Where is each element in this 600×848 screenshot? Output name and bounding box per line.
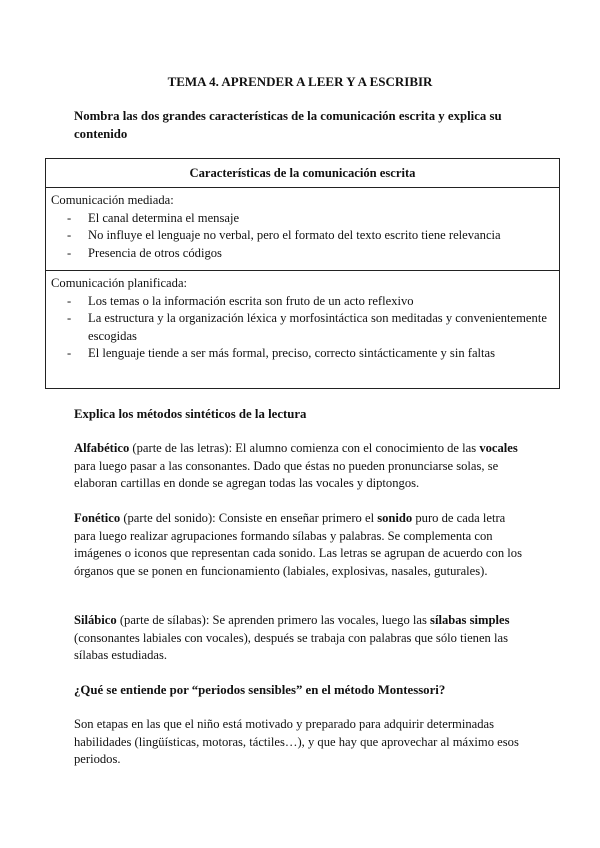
document-title: TEMA 4. APRENDER A LEER Y A ESCRIBIR — [167, 74, 433, 89]
text-segment: (parte de sílabas): Se aprenden primero las vocales, luego las — [116, 613, 431, 627]
bold-segment: sonido — [377, 511, 413, 525]
list-item: - El canal determina el mensaje — [51, 210, 553, 228]
bold-segment: vocales — [479, 441, 518, 455]
text-segment: (consonantes labiales con vocales), después se trabaja con palabras que sólo tienen las sílabas estudiadas. — [74, 630, 508, 663]
row-heading: Comunicación planificada: — [51, 276, 188, 290]
term-alfabetico: Alfabético — [74, 441, 130, 455]
list-item: - El lenguaje tiende a ser más formal, preciso, correcto sintácticamente y sin faltas — [51, 345, 553, 363]
row-heading: Comunicación mediada: — [51, 193, 174, 207]
list-item: - Los temas o la información escrita son fruto de un acto reflexivo — [51, 293, 553, 311]
table-row-planificada — [46, 270, 559, 388]
text-segment: para luego pasar a las consonantes. Dado que éstas no pueden pronunciarse solas, se elaboran cartillas en donde se agregan todas las vocales y diptongos. — [74, 458, 499, 491]
text-segment: (parte del sonido): Consiste en enseñar primero el — [120, 511, 378, 525]
text-segment: (parte de las letras): El alumno comienza con el conocimiento de las — [129, 441, 480, 455]
paragraph-montessori-answer: Son etapas en las que el niño está motivado y preparado para adquirir determinadas habilidades (lingüísticas, motoras, táctiles…), y que hay que aprovechar al máximo esos periodos. — [74, 717, 519, 767]
list-item: - No influye el lenguaje no verbal, pero el formato del texto escrito tiene relevancia — [51, 227, 553, 245]
row-list — [51, 210, 553, 263]
text-segment: puro de cada letra para luego realizar agrupaciones formando sílabas y palabras. Se complementa con imágenes o iconos que representan cada sonido. Las letras se agrupan de acuerdo con los órganos que se ponen en funcionamiento (labiales, explosivas, nasales, guturales). — [74, 511, 522, 578]
question-montessori: ¿Qué se entiende por “periodos sensibles” en el método Montessori? — [74, 683, 446, 697]
table-row-mediada — [46, 188, 559, 270]
table-header: Características de la comunicación escrita — [46, 159, 559, 188]
list-item: - La estructura y la organización léxica y morfosintáctica son meditadas y convenientemente escogidas — [51, 310, 553, 345]
row-list — [51, 293, 553, 363]
question-characteristics: Nombra las dos grandes características de la comunicación escrita y explica su contenido — [74, 109, 502, 141]
term-silabico: Silábico — [74, 613, 117, 627]
paragraph-fonetico — [74, 510, 526, 580]
question-synthetic-methods: Explica los métodos sintéticos de la lectura — [74, 407, 307, 421]
paragraph-silabico — [74, 612, 526, 665]
paragraph-alfabetico — [74, 440, 526, 493]
term-fonetico: Fonético — [74, 511, 121, 525]
characteristics-table — [45, 158, 560, 389]
list-item: - Presencia de otros códigos — [51, 245, 553, 263]
bold-segment: sílabas simples — [430, 613, 510, 627]
